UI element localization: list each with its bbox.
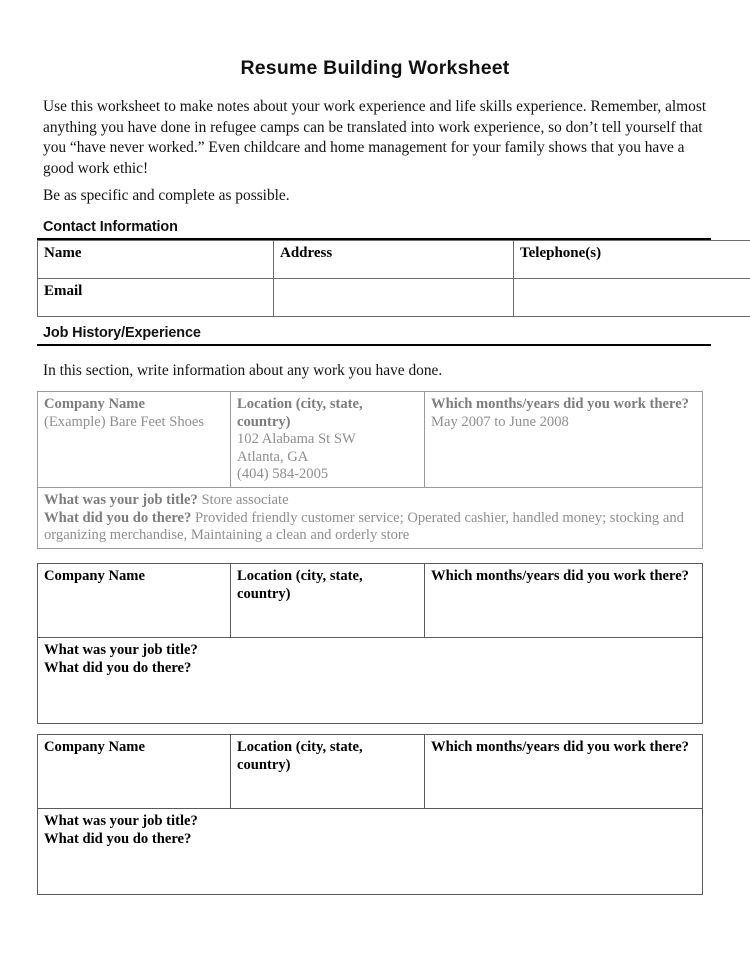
example-location-line-3: (404) 584-2005: [237, 466, 329, 483]
company-name-label: Company Name: [44, 396, 145, 412]
dates-label: Which months/years did you work there?: [431, 739, 689, 755]
contact-address-cell[interactable]: Address: [274, 241, 514, 279]
table-row: [38, 241, 750, 279]
section-divider-job-history: [37, 344, 711, 346]
job-title-question-label: What was your job title?: [44, 642, 198, 658]
contact-information-table: [37, 240, 750, 317]
job1-company-cell[interactable]: [38, 564, 231, 638]
duties-question-label: What did you do there?: [44, 509, 192, 526]
intro-paragraph: Use this worksheet to make notes about your work experience and life skills experience. Remember, almost anything you have done in refugee camps can be translated into work experience, so don’t tell yourself that you “have never worked.” Even childcare and home management for your family shows that you have a good work ethic!: [43, 98, 707, 177]
section-heading-job-history: Job History/Experience: [43, 325, 201, 341]
example-location-cell[interactable]: [231, 392, 425, 488]
example-location-line-1: 102 Alabama St SW: [237, 431, 356, 448]
job-title-question-label: What was your job title?: [44, 491, 198, 508]
example-company-cell[interactable]: [38, 392, 231, 488]
duties-question-label: What did you do there?: [44, 659, 192, 676]
table-row: [38, 564, 703, 638]
section-heading-contact-information: Contact Information: [43, 219, 178, 235]
intro-paragraph-secondary: Be as specific and complete as possible.: [43, 187, 290, 204]
job1-dates-cell[interactable]: [425, 564, 703, 638]
table-row: [38, 487, 703, 548]
contact-email-cell[interactable]: Email: [38, 279, 274, 317]
table-row: [38, 392, 703, 488]
example-job-title-line: [44, 492, 696, 510]
page-title: Resume Building Worksheet: [240, 57, 510, 79]
example-duties-value: Provided friendly customer service; Operated cashier, handled money; stocking and organizing merchandise, Maintaining a clean and orderly store: [44, 509, 684, 544]
job-entry-table-2: [37, 734, 703, 895]
location-label: Location (city, state, country): [237, 396, 363, 430]
contact-name-cell[interactable]: Name: [38, 241, 274, 279]
job-title-question-label: What was your job title?: [44, 813, 198, 829]
job2-duties-cell[interactable]: [38, 809, 703, 895]
contact-telephone-cell[interactable]: Telephone(s): [514, 241, 750, 279]
job-history-note: In this section, write information about any work you have done.: [43, 362, 443, 379]
location-label: Location (city, state, country): [237, 568, 363, 602]
dates-label: Which months/years did you work there?: [431, 396, 689, 412]
example-dates-cell[interactable]: [425, 392, 703, 488]
example-job-title-value: Store associate: [201, 491, 289, 508]
table-row: [38, 809, 703, 895]
job2-company-cell[interactable]: [38, 735, 231, 809]
company-name-label: Company Name: [44, 739, 145, 755]
table-row: [38, 638, 703, 724]
contact-email-blank-cell-3[interactable]: [514, 279, 750, 317]
company-name-label: Company Name: [44, 568, 145, 584]
location-label: Location (city, state, country): [237, 739, 363, 773]
contact-email-blank-cell-2[interactable]: [274, 279, 514, 317]
job-entry-table-1: [37, 563, 703, 724]
job2-location-cell[interactable]: [231, 735, 425, 809]
example-duties-line: [44, 510, 696, 545]
example-company-value: (Example) Bare Feet Shoes: [44, 413, 205, 430]
dates-label: Which months/years did you work there?: [431, 568, 689, 584]
job-entry-table-example: [37, 391, 703, 549]
example-location-line-2: Atlanta, GA: [237, 448, 309, 465]
table-row: [38, 279, 750, 317]
job1-location-cell[interactable]: [231, 564, 425, 638]
job2-dates-cell[interactable]: [425, 735, 703, 809]
example-duties-cell[interactable]: [38, 487, 703, 548]
example-dates-value: May 2007 to June 2008: [431, 413, 569, 430]
duties-question-label: What did you do there?: [44, 830, 192, 847]
job1-duties-cell[interactable]: [38, 638, 703, 724]
table-row: [38, 735, 703, 809]
